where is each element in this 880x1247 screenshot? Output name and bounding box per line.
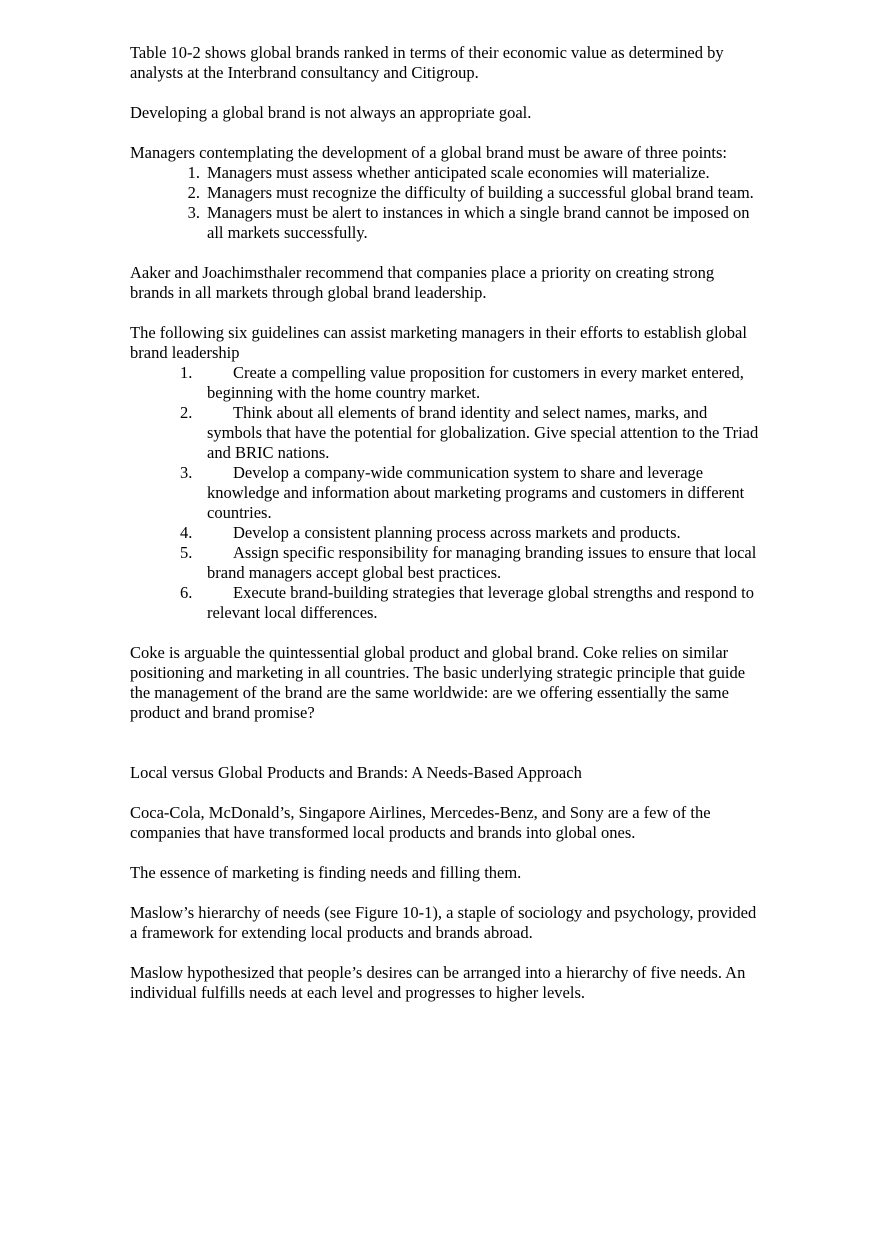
paragraph-aaker-joachimsthaler: Aaker and Joachimsthaler recommend that companies place a priority on creating strong brands in all markets through global brand leadership. [130,263,715,302]
list-item-number: 3. [187,203,200,222]
list-item [130,203,760,243]
list-item-text: Assign specific responsibility for managing branding issues to ensure that local brand managers accept global best practices. [207,543,757,582]
list-item [130,583,760,623]
list-item-text: Managers must be alert to instances in which a single brand cannot be imposed on all markets successfully. [207,203,750,242]
document-body [130,43,760,1003]
list-item-number: 4. [180,523,193,542]
six-guidelines-list [130,363,760,623]
list-item-text: Develop a consistent planning process across markets and products. [233,523,681,542]
list-item-text: Managers must recognize the difficulty of building a successful global brand team. [207,183,754,202]
paragraph-global-brand-goal: Developing a global brand is not always an appropriate goal. [130,103,532,122]
list-item [130,363,760,403]
paragraph-global-companies: Coca-Cola, McDonald’s, Singapore Airlines, Mercedes-Benz, and Sony are a few of the companies that have transformed local products and brands into global ones. [130,803,711,842]
paragraph-table-10-2: Table 10-2 shows global brands ranked in terms of their economic value as determined by analysts at the Interbrand consultancy and Citigroup. [130,43,724,82]
list-item-number: 1. [187,163,200,182]
list-item [130,543,760,583]
list-item-number: 2. [187,183,200,202]
paragraph-three-points-intro: Managers contemplating the development of a global brand must be aware of three points: [130,143,728,162]
list-item-text: Managers must assess whether anticipated scale economies will materialize. [207,163,710,182]
list-item-number: 2. [180,403,193,422]
section-heading: Local versus Global Products and Brands: A Needs-Based Approach [130,763,582,782]
list-item [130,403,760,463]
paragraph-maslow-hierarchy: Maslow’s hierarchy of needs (see Figure 10-1), a staple of sociology and psychology, provided a framework for extending local products and brands abroad. [130,903,757,942]
list-item-text: Execute brand-building strategies that leverage global strengths and respond to relevant local differences. [207,583,754,622]
list-item-number: 5. [180,543,193,562]
list-item-text: Create a compelling value proposition for customers in every market entered, beginning with the home country market. [207,363,744,402]
list-item [130,163,760,183]
list-item-number: 3. [180,463,193,482]
three-points-list [130,163,760,243]
list-item-number: 6. [180,583,193,602]
list-item-text: Develop a company-wide communication system to share and leverage knowledge and information about marketing programs and customers in different countries. [207,463,745,522]
paragraph-six-guidelines-intro: The following six guidelines can assist marketing managers in their efforts to establish global brand leadership [130,323,747,362]
paragraph-maslow-hypothesis: Maslow hypothesized that people’s desires can be arranged into a hierarchy of five needs. An individual fulfills needs at each level and progresses to higher levels. [130,963,746,1002]
list-item-text: Think about all elements of brand identity and select names, marks, and symbols that have the potential for globalization. Give special attention to the Triad and BRIC nations. [207,403,759,462]
list-item [130,463,760,523]
paragraph-coke: Coke is arguable the quintessential global product and global brand. Coke relies on similar positioning and marketing in all countries. The basic underlying strategic principle that guide the management of the brand are the same worldwide: are we offering essentially the same product and brand promise? [130,643,746,722]
list-item-number: 1. [180,363,193,382]
paragraph-essence-of-marketing: The essence of marketing is finding needs and filling them. [130,863,522,882]
list-item [130,183,760,203]
list-item [130,523,760,543]
